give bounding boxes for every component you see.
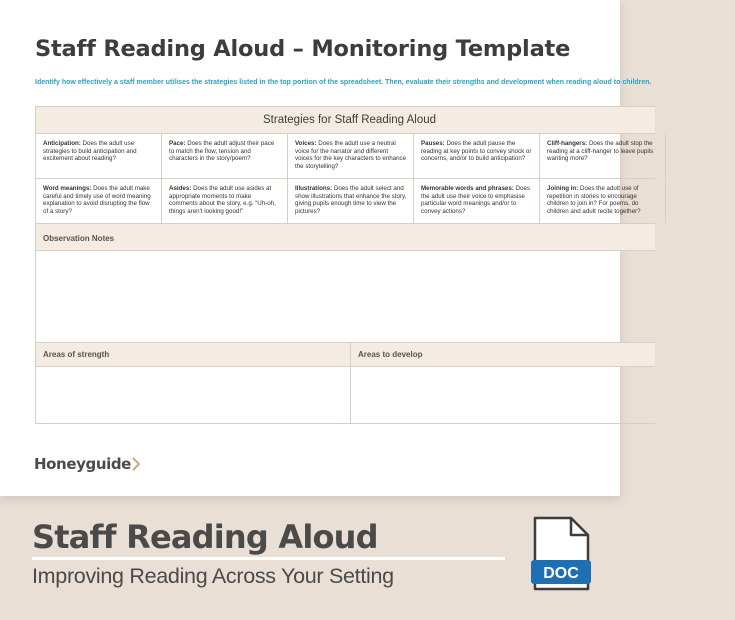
honeyguide-logo [34, 455, 141, 473]
areas-to-develop-header: Areas to develop [358, 350, 423, 359]
areas-of-strength-header: Areas of strength [36, 343, 351, 366]
observation-notes-header: Observation Notes [36, 224, 655, 251]
evaluation-header-row [36, 343, 655, 367]
document-file-icon [531, 516, 591, 592]
strategy-cell-joining-in: Joining in: Does the adult use of repetition in stories to encourage children to join in? For poems, do children and adult recite together? [540, 179, 666, 223]
table-row [36, 134, 655, 179]
logo-text: Honeyguide [34, 455, 131, 473]
strategy-cell-voices: Voices: Does the adult use a neutral voice for the narrator and different voices for the key characters to enhance the storytelling? [288, 134, 414, 178]
document-title: Staff Reading Aloud – Monitoring Template [35, 36, 571, 62]
strategies-table [35, 106, 655, 424]
product-title: Staff Reading Aloud [32, 518, 378, 556]
strategy-cell-asides: Asides: Does the adult use asides at appropriate moments to make comments about the story, e.g. “Uh-oh, things aren't looking good!” [162, 179, 288, 223]
strategy-cell-pace: Pace: Does the adult adjust their pace to match the flow, tension and characters in the story/poem? [162, 134, 288, 178]
table-header: Strategies for Staff Reading Aloud [36, 107, 655, 134]
document-intro: Identify how effectively a staff member utilises the strategies listed in the top portion of the spreadsheet. Then, evaluate their strengths and development when reading aloud to children. [35, 79, 652, 86]
observation-notes-area [36, 251, 655, 343]
product-subtitle: Improving Reading Across Your Setting [32, 564, 394, 588]
strategy-cell-cliff-hangers: Cliff-hangers: Does the adult stop the reading at a cliff-hanger to leave pupils wanting more? [540, 134, 666, 178]
strategy-cell-word-meanings: Word meanings: Does the adult make careful and timely use of word meaning explanation to avoid disrupting the flow of a story? [36, 179, 162, 223]
logo-chevron-icon [132, 457, 141, 471]
strategy-cell-pauses: Pauses: Does the adult pause the reading at key points to convey shock or concerns, and/or to build anticipation? [414, 134, 540, 178]
evaluation-body-row [36, 367, 655, 423]
strategy-cell-anticipation: Anticipation: Does the adult use strategies to build anticipation and excitement about reading? [36, 134, 162, 178]
doc-badge-label: DOC [543, 565, 579, 582]
strategy-cell-illustrations: Illustrations: Does the adult select and show illustrations that enhance the story, giving pupils enough time to view the pictures? [288, 179, 414, 223]
strategy-cell-memorable-words: Memorable words and phrases: Does the adult use their voice to emphasise particular word meanings and/or to convey actions? [414, 179, 540, 223]
title-divider [32, 557, 505, 560]
areas-of-strength-area [36, 367, 351, 423]
table-row [36, 179, 655, 224]
